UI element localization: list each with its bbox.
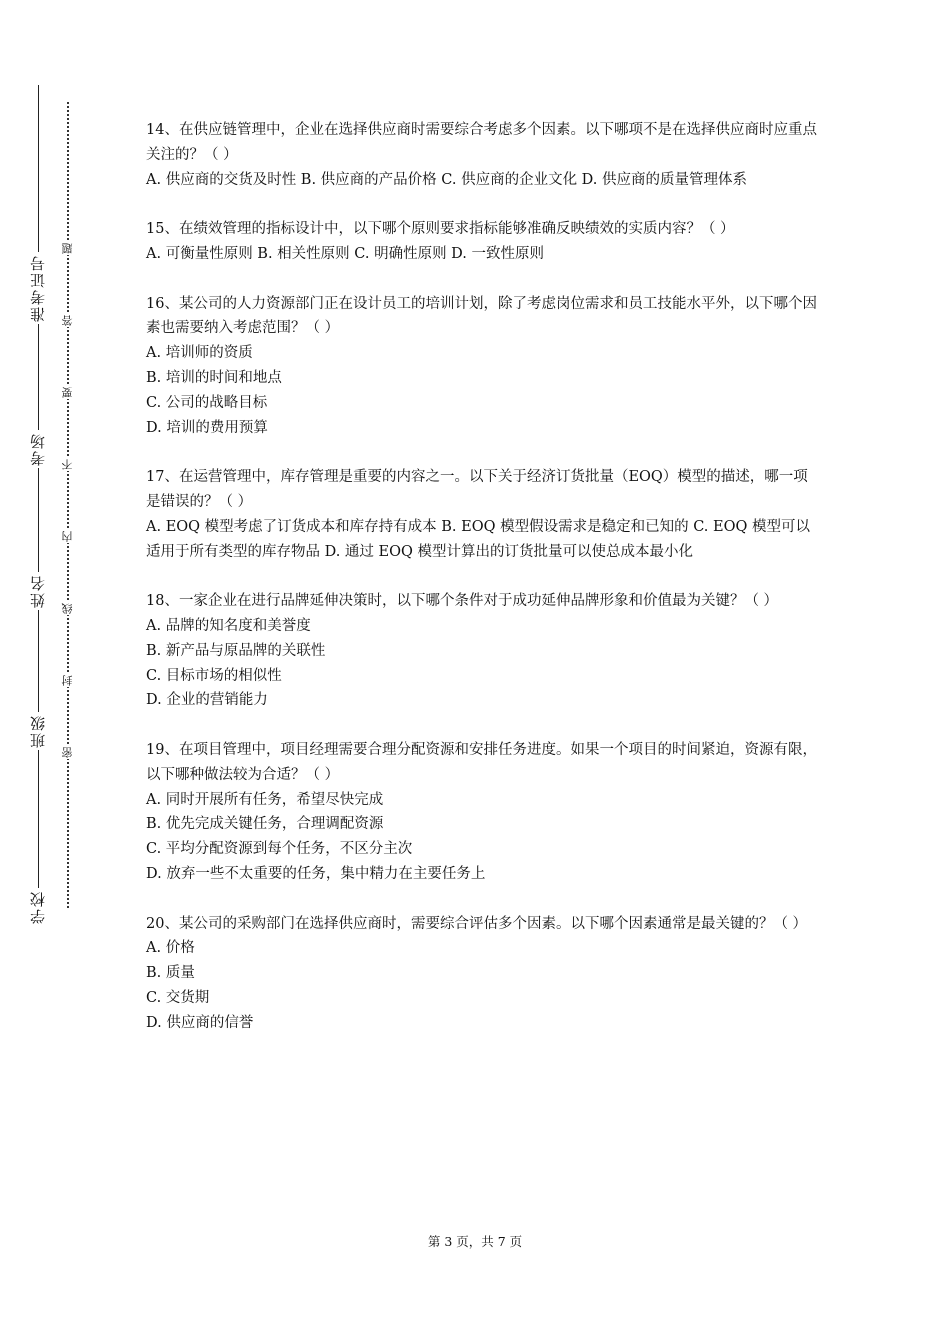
seal-char: 封 (59, 674, 77, 687)
question-15 (146, 217, 822, 267)
question-options: A. 供应商的交货及时性 B. 供应商的产品价格 C. 供应商的企业文化 D. 供应商的质量管理体系 (146, 171, 748, 188)
binding-solid-line (38, 85, 39, 917)
seal-char: 要 (59, 386, 77, 399)
question-20 (146, 912, 822, 1036)
option-a: A. 品牌的知名度和美誉度 (146, 617, 311, 634)
seal-char: 密 (59, 746, 77, 759)
option-d: D. 企业的营销能力 (146, 692, 268, 709)
seal-char: 题 (59, 242, 77, 255)
question-stem: 15、在绩效管理的指标设计中，以下哪个原则要求指标能够准确反映绩效的实质内容？（ ） (146, 221, 735, 238)
option-a: A. 培训师的资质 (146, 345, 253, 362)
option-a: A. 价格 (146, 940, 195, 957)
option-a: A. 同时开展所有任务，希望尽快完成 (146, 791, 384, 808)
seal-char: 线 (59, 602, 77, 615)
question-19 (146, 738, 822, 887)
question-stem: 17、在运营管理中，库存管理是重要的内容之一。以下关于经济订货批量（EOQ）模型的描述，哪一项是错误的？（ ） (146, 469, 808, 510)
question-options: A. EOQ 模型考虑了订货成本和库存持有成本 B. EOQ 模型假设需求是稳定和已知的 C. EOQ 模型可以适用于所有类型的库存物品 D. 通过 EOQ 模型计算出的订货批量可以使总成本最小化 (146, 518, 810, 560)
option-d: D. 培训的费用预算 (146, 419, 268, 436)
label-class: 班级 (24, 712, 54, 750)
seal-char: 不 (59, 458, 77, 471)
label-exam-room: 考场 (24, 430, 54, 468)
option-d: D. 放弃一些不太重要的任务，集中精力在主要任务上 (146, 865, 486, 882)
question-16 (146, 292, 822, 441)
option-b: B. 优先完成关键任务，合理调配资源 (146, 816, 384, 833)
question-stem: 16、某公司的人力资源部门正在设计员工的培训计划，除了考虑岗位需求和员工技能水平外，以下哪个因素也需要纳入考虑范围？（ ） (146, 295, 817, 337)
question-14 (146, 118, 822, 192)
option-c: C. 交货期 (146, 989, 210, 1006)
option-c: C. 公司的战略目标 (146, 394, 268, 411)
seal-char: 答 (59, 314, 77, 327)
question-17 (146, 465, 822, 564)
label-exam-number: 准考证号 (24, 252, 54, 324)
option-c: C. 平均分配资源到每个任务，不区分主次 (146, 841, 413, 858)
label-name: 姓名 (24, 572, 54, 610)
label-school: 学校 (24, 888, 54, 926)
question-stem: 18、一家企业在进行品牌延伸决策时，以下哪个条件对于成功延伸品牌形象和价值最为关键？（ ） (146, 593, 779, 610)
question-stem: 14、在供应链管理中，企业在选择供应商时需要综合考虑多个因素。以下哪项不是在选择供应商时应重点关注的？（ ） (146, 122, 817, 163)
option-b: B. 新产品与原品牌的关联性 (146, 642, 326, 659)
binding-dotted-line (67, 102, 69, 908)
option-b: B. 质量 (146, 965, 195, 982)
question-list (146, 118, 822, 1060)
question-options: A. 可衡量性原则 B. 相关性原则 C. 明确性原则 D. 一致性原则 (146, 245, 545, 262)
seal-char: 内 (59, 530, 77, 543)
page-number: 第 3 页，共 7 页 (427, 1234, 523, 1249)
option-b: B. 培训的时间和地点 (146, 369, 282, 386)
question-stem: 20、某公司的采购部门在选择供应商时，需要综合评估多个因素。以下哪个因素通常是最关键的？（ ） (146, 915, 808, 932)
option-d: D. 供应商的信誉 (146, 1014, 254, 1031)
option-c: C. 目标市场的相似性 (146, 667, 282, 684)
question-stem: 19、在项目管理中，项目经理需要合理分配资源和安排任务进度。如果一个项目的时间紧迫，资源有限，以下哪种做法较为合适？（ ） (146, 741, 817, 783)
question-18 (146, 589, 822, 713)
